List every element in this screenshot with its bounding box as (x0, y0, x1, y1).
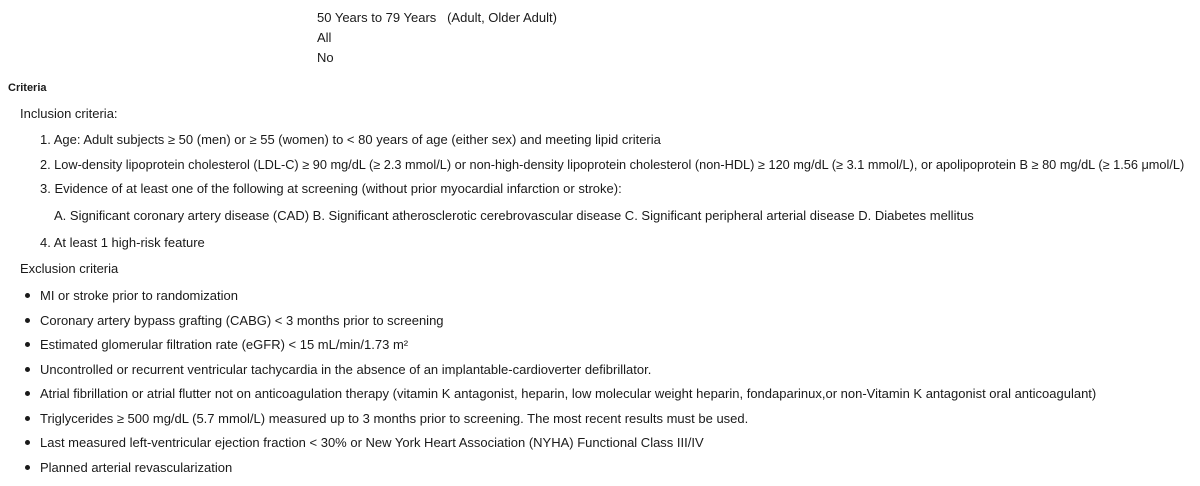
inclusion-item-3: 3. Evidence of at least one of the following at screening (without prior myocardial infarction or stroke): (40, 181, 622, 196)
exclusion-item-text: Estimated glomerular filtration rate (eGFR) ˂ 15 mL/min/1.73 m² (40, 337, 409, 352)
bullet-icon (25, 293, 30, 298)
exclusion-item (25, 458, 232, 478)
eligibility-row-healthy-volunteers (0, 48, 700, 68)
bullet-icon (25, 465, 30, 470)
exclusion-item (25, 311, 444, 331)
bullet-icon (25, 391, 30, 396)
exclusion-item (25, 335, 408, 355)
exclusion-heading: Exclusion criteria (20, 261, 119, 276)
exclusion-item (25, 409, 748, 429)
bullet-icon (25, 318, 30, 323)
exclusion-item-text: Uncontrolled or recurrent ventricular tachycardia in the absence of an implantable-cardioverter defibrillator. (40, 362, 652, 377)
exclusion-item (25, 286, 238, 306)
bullet-icon (25, 367, 30, 372)
eligibility-row-sexes (0, 28, 700, 48)
exclusion-item (25, 360, 651, 380)
bullet-icon (25, 342, 30, 347)
inclusion-item-4: 4. At least 1 high-risk feature (40, 235, 205, 250)
exclusion-item-text: Coronary artery bypass grafting (CABG) ˂ 3 months prior to screening (40, 313, 444, 328)
ages-value: 50 Years to 79 Years (Adult, Older Adult) (317, 10, 557, 25)
exclusion-item-text: Atrial fibrillation or atrial flutter not on anticoagulation therapy (vitamin K antagonist, heparin, low molecular weight heparin, fondaparinux,or non-Vitamin K antagonist oral anticoagulant) (40, 386, 1097, 401)
exclusion-item (25, 384, 1096, 404)
exclusion-item-text: Triglycerides ≥ 500 mg/dL (5.7 mmol/L) measured up to 3 months prior to screening. The most recent results must be used. (40, 411, 749, 426)
eligibility-row-ages (0, 8, 700, 28)
bullet-icon (25, 416, 30, 421)
inclusion-item-2: 2. Low-density lipoprotein cholesterol (LDL-C) ≥ 90 mg/dL (≥ 2.3 mmol/L) or non-high-density lipoprotein cholesterol (non-HDL) ≥ 120 mg/dL (≥ 3.1 mmol/L), or apolipoprotein B ≥ 80 mg/dL (≥ 1.56 μmol/L) (40, 157, 1185, 172)
exclusion-item-text: MI or stroke prior to randomization (40, 288, 238, 303)
bullet-icon (25, 440, 30, 445)
inclusion-item-1: 1. Age: Adult subjects ≥ 50 (men) or ≥ 55 (women) to ˂ 80 years of age (either sex) and meeting lipid criteria (40, 132, 661, 147)
inclusion-heading: Inclusion criteria: (20, 106, 118, 121)
sexes-value: All (317, 30, 332, 45)
exclusion-item-text: Last measured left-ventricular ejection fraction ˂ 30% or New York Heart Association (NYHA) Functional Class III/IV (40, 435, 704, 450)
healthy-volunteers-value: No (317, 50, 334, 65)
exclusion-item (25, 433, 704, 453)
criteria-heading: Criteria (8, 82, 47, 94)
inclusion-subitem: A. Significant coronary artery disease (CAD) B. Significant atherosclerotic cerebrovascular disease C. Significant peripheral arterial disease D. Diabetes mellitus (54, 208, 974, 223)
exclusion-item-text: Planned arterial revascularization (40, 460, 233, 475)
